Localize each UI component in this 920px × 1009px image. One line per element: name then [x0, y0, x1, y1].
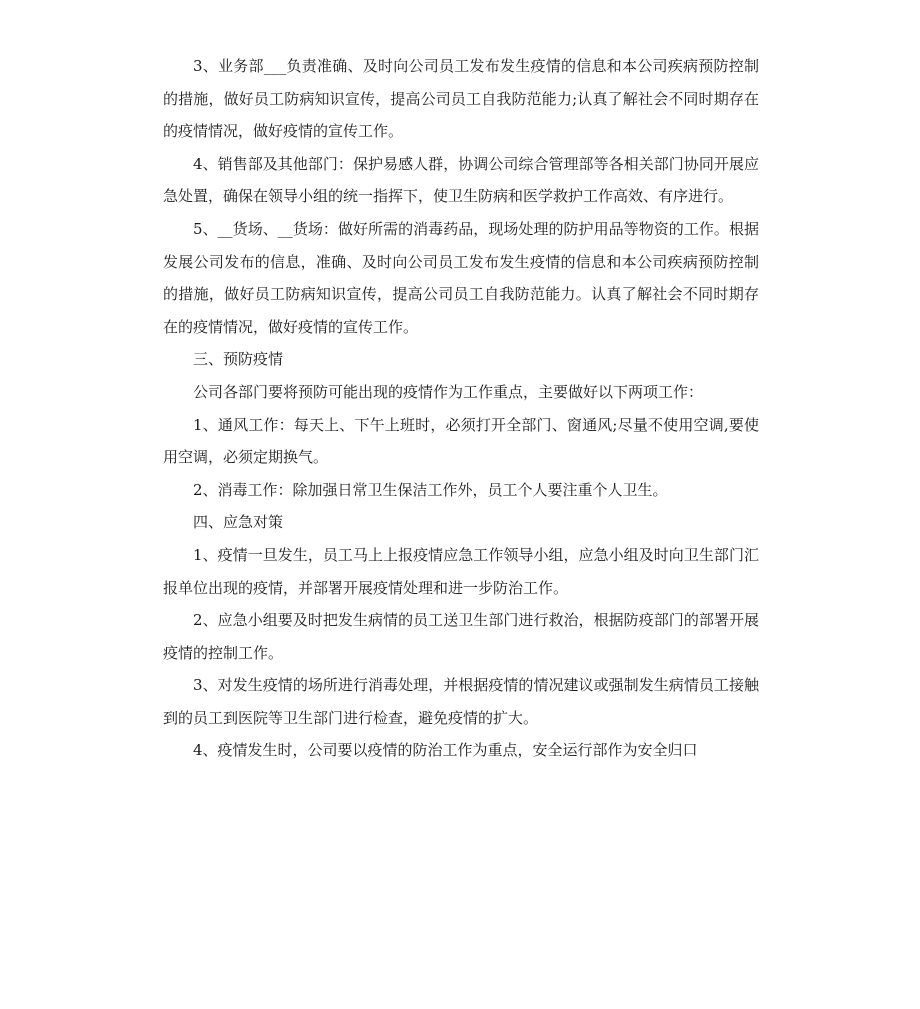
- paragraph-disinfection: 2、消毒工作：除加强日常卫生保洁工作外，员工个人要注重个人卫生。: [193, 480, 668, 499]
- paragraph-emergency-report: 1、疫情一旦发生，员工马上上报疫情应急工作领导小组，应急小组及时向卫生部门汇报单位出现的疫情，并部署开展疫情处理和进一步防治工作。: [163, 545, 759, 597]
- paragraph-other-depts-duty: 4、销售部及其他部门：保护易感人群，协调公司综合管理部等各相关部门协同开展应急处置，确保在领导小组的统一指挥下，使卫生防病和医学救护工作高效、有序进行。: [163, 154, 759, 206]
- section-heading-emergency: 四、应急对策: [193, 513, 284, 532]
- paragraph-emergency-disinfect: 3、对发生疫情的场所进行消毒处理，并根据疫情的情况建议或强制发生病情员工接触到的员工到医院等卫生部门进行检查，避免疫情的扩大。: [163, 676, 759, 727]
- paragraph-cargo-yard-duty: 5、__货场、__货场：做好所需的消毒药品，现场处理的防护用品等物资的工作。根据发展公司发布的信息，准确、及时向公司员工发布发生疫情的信息和本公司疾病预防控制的措施，做好员工防病知识宣传，提高公司员工自我防范能力。认真了解社会不同时期存在的疫情情况，做好疫情的宣传工作。: [163, 219, 759, 336]
- document-body: [163, 50, 759, 767]
- paragraph-prevention-intro: 公司各部门要将预防可能出现的疫情作为工作重点，主要做好以下两项工作：: [193, 382, 704, 401]
- section-heading-prevention: 三、预防疫情: [193, 350, 284, 369]
- paragraph-emergency-treatment: 2、应急小组要及时把发生病情的员工送卫生部门进行救治，根据防疫部门的部署开展疫情的控制工作。: [163, 611, 759, 662]
- paragraph-emergency-priority: 4、疫情发生时，公司要以疫情的防治工作为重点，安全运行部作为安全归口: [193, 741, 698, 760]
- paragraph-sales-dept-duty: 3、业务部___负责准确、及时向公司员工发布发生疫情的信息和本公司疾病预防控制的措施，做好员工防病知识宣传，提高公司员工自我防范能力;认真了解社会不同时期存在的疫情情况，做好疫情的宣传工作。: [163, 57, 759, 141]
- paragraph-ventilation: 1、通风工作：每天上、下午上班时，必须打开全部门、窗通风;尽量不使用空调,要使用空调，必须定期换气。: [163, 415, 759, 467]
